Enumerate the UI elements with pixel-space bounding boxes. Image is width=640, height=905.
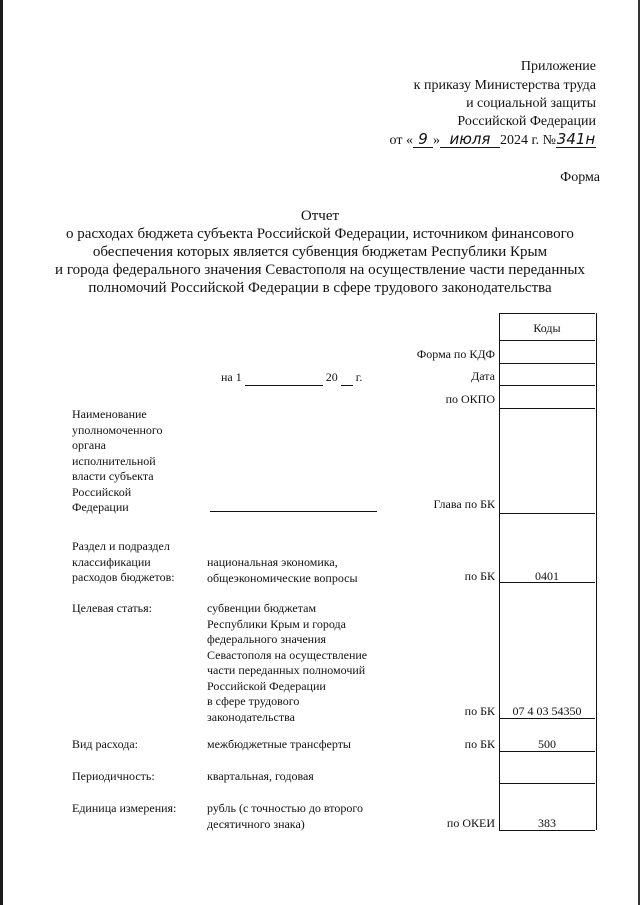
label-form-kdf: Форма по КДФ <box>416 347 495 361</box>
report-title: Отчет <box>300 208 340 224</box>
target-value-line: Севастополя на осуществление <box>207 647 368 662</box>
order-number: 341н <box>556 130 596 148</box>
authority-label-line: исполнительной <box>72 453 156 468</box>
appendix-line-2: к приказу Министерства труда <box>413 78 596 93</box>
expense-label: Вид расхода: <box>72 737 138 751</box>
unit-value-line: десятичного знака) <box>207 816 305 831</box>
label-date: Дата <box>471 369 495 383</box>
report-date-year-prefix: 20 <box>325 370 338 384</box>
unit-label: Единица измерения: <box>72 801 177 815</box>
target-value-line: Российской Федерации <box>207 678 326 693</box>
form-label: Форма <box>560 170 600 185</box>
label-po-bk-section: по БК <box>464 569 495 583</box>
periodicity-value: квартальная, годовая <box>207 769 314 783</box>
appendix-line-1: Приложение <box>520 59 596 74</box>
authority-label-line: Федерации <box>72 500 129 514</box>
authority-label <box>72 407 163 516</box>
codes-top-border <box>499 313 595 314</box>
target-code: 07 4 03 54350 <box>512 704 582 718</box>
expense-code: 500 <box>538 737 556 751</box>
report-date-year-field[interactable] <box>341 369 353 386</box>
section-value <box>207 555 358 586</box>
unit-value <box>207 801 363 832</box>
report-date-day-month-field[interactable] <box>245 369 323 386</box>
target-value-line: Республики Крым и города <box>207 616 346 631</box>
section-label-line: классификации <box>72 554 151 569</box>
expense-value: межбюджетные трансферты <box>207 737 351 751</box>
date-month: июля <box>440 131 500 148</box>
unit-value-line: рубль (с точностью до второго <box>207 801 363 815</box>
date-prefix: от « <box>389 133 413 148</box>
authority-name-field[interactable] <box>210 511 377 512</box>
target-label: Целевая статья: <box>72 601 152 615</box>
authority-label-line: органа <box>72 438 106 452</box>
codes-divider-periodicity <box>499 783 595 784</box>
label-glava-bk: Глава по БК <box>433 497 495 511</box>
target-value-line: части переданных полномочий <box>207 663 366 677</box>
authority-label-line: Наименование <box>72 407 147 421</box>
report-subtitle-line-1: о расходах бюджета субъекта Российской Федерации, источником финансового <box>66 226 574 242</box>
codes-divider-kdf <box>499 363 595 364</box>
codes-divider-glava <box>499 513 595 514</box>
label-okpo: по ОКПО <box>445 392 495 406</box>
report-date-line <box>221 369 362 386</box>
target-value-line: в сфере трудового <box>207 694 300 708</box>
report-subtitle-line-3: и города федерального значения Севастополя на осуществление части переданных <box>55 262 585 278</box>
target-value-line: субвенции бюджетам <box>207 601 317 615</box>
report-date-prefix: на 1 <box>221 370 242 384</box>
codes-header: Коды <box>533 321 561 335</box>
authority-label-line: уполномоченного <box>72 422 163 437</box>
section-label-line: Раздел и подраздел <box>72 539 170 553</box>
scan-edge-left <box>0 0 3 905</box>
report-date-suffix: г. <box>355 370 363 384</box>
target-value <box>207 601 367 725</box>
codes-divider-okpo <box>499 408 595 409</box>
unit-code: 383 <box>538 816 556 830</box>
authority-label-line: власти субъекта <box>72 469 154 483</box>
authority-label-line: Российской <box>72 484 132 499</box>
periodicity-label: Периодичность: <box>72 769 155 783</box>
section-label <box>72 539 175 586</box>
report-subtitle-line-4: полномочий Российской Федерации в сфере трудового законодательства <box>88 280 552 296</box>
appendix-line-3: и социальной защиты <box>466 96 596 111</box>
appendix-line-4: Российской Федерации <box>457 114 596 129</box>
report-subtitle-line-2: обеспечения которых является субвенция бюджетам Республики Крым <box>92 244 548 260</box>
label-po-bk-target: по БК <box>464 704 495 718</box>
codes-header-divider <box>499 340 595 341</box>
section-value-line: национальная экономика, <box>207 555 338 569</box>
date-suffix: 2024 г. № <box>499 133 556 148</box>
date-mid: » <box>432 133 440 148</box>
label-po-bk-expense: по БК <box>464 737 495 751</box>
section-value-line: общеэкономические вопросы <box>207 570 358 585</box>
target-value-line: законодательства <box>207 709 295 724</box>
label-okei: по ОКЕИ <box>446 816 495 830</box>
appendix-date-line <box>390 131 596 150</box>
section-label-line: расходов бюджетов: <box>72 570 175 584</box>
codes-divider-date <box>499 385 595 386</box>
target-value-line: федерального значения <box>207 632 327 646</box>
section-code: 0401 <box>535 569 559 583</box>
date-day: 9 <box>413 131 433 148</box>
